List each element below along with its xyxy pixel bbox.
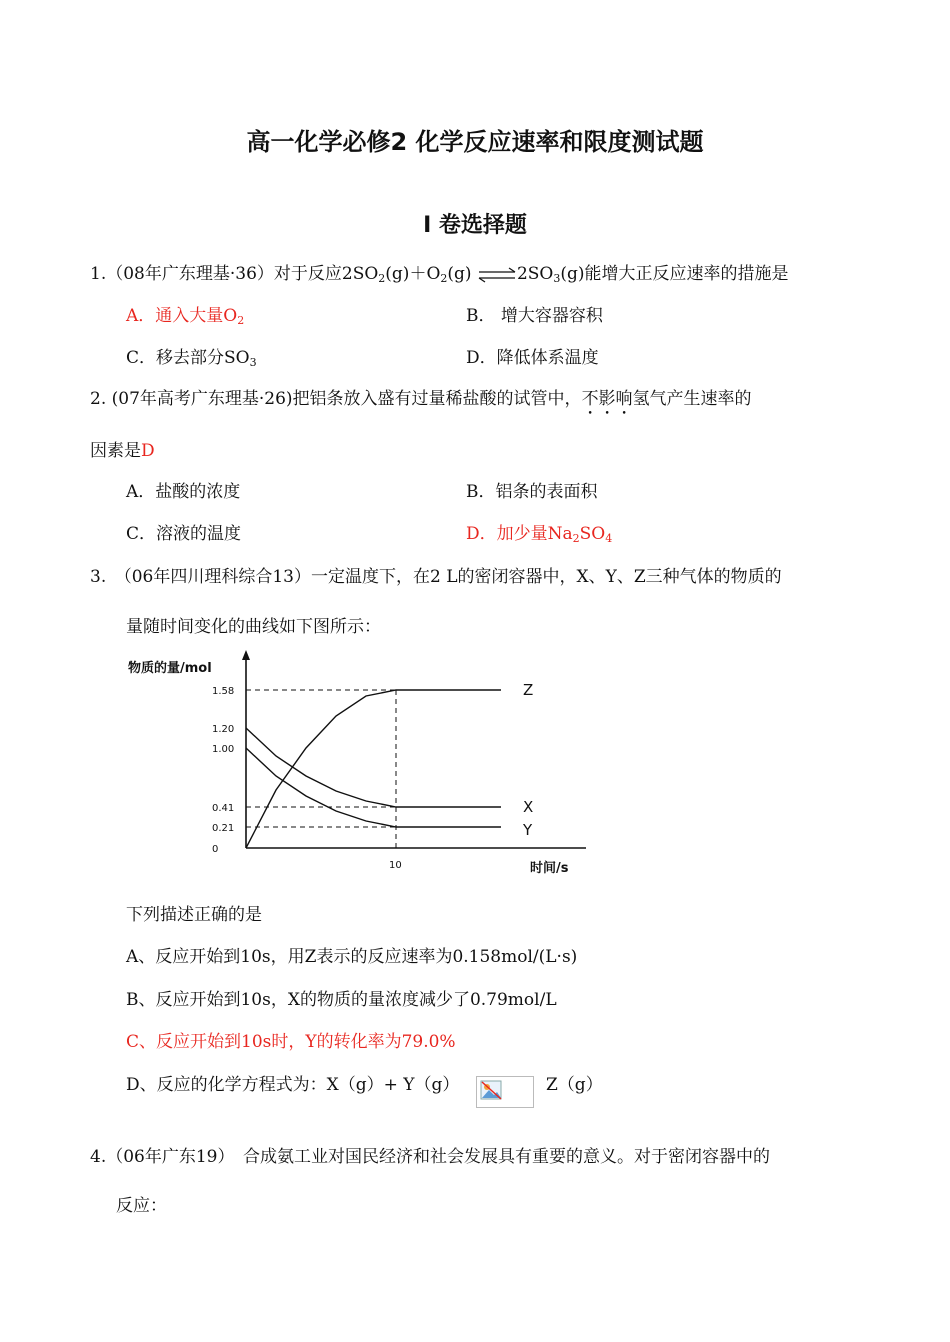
q2-line-2 — [90, 436, 155, 461]
q2-option-c: C．溶液的温度 — [126, 524, 242, 544]
question-4-stem: 4.（06年广东19） 合成氨工业对国民经济和社会发展具有重要的意义。对于密闭容器中的 — [90, 1147, 770, 1167]
page-title: 高一化学必修2 化学反应速率和限度测试题 — [246, 128, 704, 156]
q3-option-d-left: D、反应的化学方程式为：X（g）+ Y（g） — [126, 1075, 460, 1095]
x-tick-label: 10 — [389, 860, 402, 871]
q1-text-1: 1.（08年广东理基·36）对于反应2SO — [90, 264, 379, 284]
question-2-stem — [90, 384, 752, 419]
q1-option-a-sub: 2 — [237, 314, 245, 327]
q3-prompt: 下列描述正确的是 — [126, 905, 262, 925]
broken-image-placeholder — [476, 1076, 534, 1108]
q3-option-a: A、反应开始到10s，用Z表示的反应速率为0.158mol/(L·s) — [126, 947, 578, 967]
q1-sub-c: 3 — [553, 272, 561, 285]
y-tick-label: 0.21 — [212, 823, 235, 834]
question-3-stem-2: 量随时间变化的曲线如下图所示： — [126, 617, 381, 637]
q3-option-b: B、反应开始到10s，X的物质的量浓度减少了0.79mol/L — [126, 990, 557, 1010]
q2-text-1: 2. (07年高考广东理基·26)把铝条放入盛有过量稀盐酸的试管中， — [90, 389, 582, 409]
series-label-y: Y — [523, 821, 533, 839]
series-line-x — [246, 728, 501, 807]
q1-sub-a: 2 — [378, 272, 386, 285]
broken-image-icon — [480, 1080, 504, 1102]
x-axis-label: 时间/s — [530, 861, 569, 876]
q1-option-a — [126, 301, 244, 327]
question-3-stem: 3. （06年四川理科综合13）一定温度下，在2 L的密闭容器中，X、Y、Z三种气体的物质的 — [90, 567, 782, 587]
q2-option-b: B．铝条的表面积 — [466, 482, 598, 502]
q2-text-2: 氢气产生速率的 — [632, 389, 752, 409]
q1-option-c-text: C．移去部分SO — [126, 348, 250, 368]
series-label-z: Z — [523, 681, 534, 699]
series-line-z — [246, 690, 501, 848]
q2-option-d — [466, 519, 612, 545]
y-axis-label: 物质的量/mol — [128, 661, 212, 676]
q2-option-d-sub2: 4 — [605, 532, 613, 545]
q1-sub-b: 2 — [440, 272, 448, 285]
question-1-stem — [90, 259, 789, 285]
amount-time-chart — [118, 650, 569, 880]
q3-option-d-right: Z（g） — [546, 1075, 603, 1095]
y-tick-label: 1.20 — [212, 724, 235, 735]
question-4-stem-2: 反应： — [116, 1196, 167, 1216]
series-label-x: X — [523, 798, 534, 816]
q1-text-4: 2SO — [516, 264, 554, 284]
series-line-y — [246, 748, 501, 827]
y-axis-arrow-icon — [242, 650, 250, 660]
q2-option-a: A．盐酸的浓度 — [126, 482, 241, 502]
equilibrium-arrow-icon — [477, 267, 517, 283]
q3-option-c: C、反应开始到10s时，Y的转化率为79.0% — [126, 1032, 456, 1052]
q1-option-c — [126, 343, 257, 369]
y-tick-label: 0.41 — [212, 803, 235, 814]
q1-text-5: (g)能增大正反应速率的措施是 — [560, 264, 789, 284]
q1-text-3: (g) — [447, 264, 472, 284]
q1-option-b: B． 增大容器容积 — [466, 306, 603, 326]
q2-option-d-text: D．加少量Na — [466, 524, 573, 544]
y-tick-label: 0 — [212, 844, 219, 855]
q2-option-d-mid: SO — [579, 524, 606, 544]
q1-option-d: D．降低体系温度 — [466, 348, 599, 368]
q1-text-2: (g)＋O — [385, 264, 441, 284]
q2-answer: D — [141, 441, 155, 461]
q1-option-c-sub: 3 — [249, 356, 257, 369]
y-tick-label: 1.00 — [212, 744, 235, 755]
y-tick-label: 1.58 — [212, 686, 235, 697]
q2-emphasis: 不影响 — [581, 389, 633, 409]
section-heading: Ⅰ 卷选择题 — [423, 213, 527, 238]
q2-option-d-sub1: 2 — [572, 532, 580, 545]
q1-option-a-text: A．通入大量O — [126, 306, 238, 326]
q2-text-3: 因素是 — [90, 441, 141, 461]
